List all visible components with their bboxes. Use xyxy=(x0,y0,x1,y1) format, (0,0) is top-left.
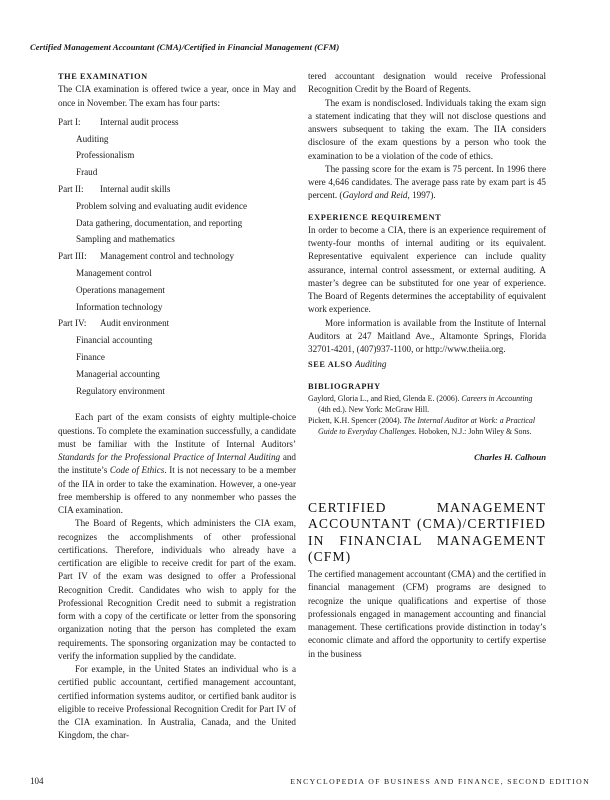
bibliography xyxy=(308,393,546,437)
exam-paragraph-multiple-choice: Each part of the exam consists of eighty multiple-choice questions. To complete the examination successfully, a candidate must be familiar with the Institute of Internal Auditors’ Standards for the Professional Practice of Internal Auditing and the institute’s Code of Ethics. It is not necessary to be a member of the IIA in order to take the examination. However, a one-year free membership is offered to any nonmember who passes the CIA examination. xyxy=(58,412,297,516)
section-heading-bibliography: BIBLIOGRAPHY xyxy=(308,381,381,391)
exam-part-item: Auditing xyxy=(76,133,109,144)
exam-part-title: Audit environment xyxy=(100,318,170,329)
exam-part-row xyxy=(58,181,296,198)
bibliography-entry: Pickett, K.H. Spencer (2004). The Internal Auditor at Work: a Practical Guide to Everyday Challenges. Hoboken, N.J.: John Wiley & Sons. xyxy=(308,415,536,436)
page-number: 104 xyxy=(30,776,44,786)
exam-part-item: Problem solving and evaluating audit evidence xyxy=(76,200,248,211)
exam-part-row xyxy=(58,248,296,265)
section-heading-experience: EXPERIENCE REQUIREMENT xyxy=(308,212,442,222)
exam-part-item: Financial accounting xyxy=(76,335,153,346)
entry-intro-paragraph: The certified management accountant (CMA) and the certified in financial management (CFM) programs are designed to recognize the unique qualifications and expertise of those professionals engaged in management accounting and financial management. These certifications provide distinction in today’s economic climate and afford the opportunity to certify expertise in the business xyxy=(308,569,546,659)
author-signature: Charles H. Calhoun xyxy=(474,451,546,462)
continued-paragraph: tered accountant designation would receive Professional Recognition Credit by the Board of Regents. xyxy=(308,71,546,95)
exam-part-item: Data gathering, documentation, and reporting xyxy=(76,217,243,228)
exam-part-label: Part III: xyxy=(58,251,87,262)
running-header: Certified Management Accountant (CMA)/Certified in Financial Management (CFM) xyxy=(30,42,340,52)
exam-part-row xyxy=(58,315,296,332)
exam-part-label: Part I: xyxy=(58,116,81,127)
nondisclosed-paragraph: The exam is nondisclosed. Individuals taking the exam sign a statement indicating that they will not disclose questions and answers subsequent to taking the exam. The IIA considers disclosure of the exam questions by a person who took the examination to be a violation of the code of ethics. xyxy=(308,97,546,161)
exam-part-item: Management control xyxy=(76,267,152,278)
entry-title: CERTIFIED MANAGEMENT ACCOUNTANT (CMA)/CERTIFIED IN FINANCIAL MANAGEMENT (CFM) xyxy=(308,500,546,564)
exam-part-title: Internal audit skills xyxy=(100,183,171,194)
exam-parts-list xyxy=(58,114,296,400)
section-heading-examination: THE EXAMINATION xyxy=(58,72,148,81)
publication-title: ENCYCLOPEDIA OF BUSINESS AND FINANCE, SECOND EDITION xyxy=(290,777,590,786)
exam-part-item: Sampling and mathematics xyxy=(76,234,175,245)
exam-part-item: Finance xyxy=(76,351,105,362)
more-information-paragraph: More information is available from the Institute of Internal Auditors at 247 Maitland Ave., Altamonte Springs, Florida 32701-4201, (407)937-1100, or http://www.theiia.org. xyxy=(308,317,546,354)
exam-part-label: Part II: xyxy=(58,183,84,194)
see-also: SEE ALSO Auditing xyxy=(308,359,387,370)
exam-part-item: Information technology xyxy=(76,301,163,312)
board-of-regents-paragraph: The Board of Regents, which administers the CIA exam, recognizes the accomplishments of other professional certifications. Therefore, individuals who already have a certification are eligible to receive credit for part of the exam. Part IV of the exam was designed to offer a Professional Recognition Credit. Candidates who wish to apply for the Professional Recognition Credit need to submit a registration form with a copy of the certificate or letter from the sponsoring organization noting that the person has completed the exam requirements. The sponsoring organization may be contacted to verify the information supplied by the candidate. xyxy=(58,518,296,661)
exam-part-item: Professionalism xyxy=(76,150,135,161)
exam-part-item: Regulatory environment xyxy=(76,385,165,396)
exam-part-item: Fraud xyxy=(76,167,98,178)
exam-part-item: Operations management xyxy=(76,284,165,295)
exam-intro-paragraph: The CIA examination is offered twice a year, once in May and once in November. The exam has four parts: xyxy=(58,84,296,108)
exam-part-label: Part IV: xyxy=(58,318,87,329)
recognition-credit-paragraph: For example, in the United States an individual who is a certified public accountant, certified management accountant, certified information systems auditor, or certified bank auditor is eligible to receive Professional Recognition Credit for Part IV of the CIA examination. In Australia, Canada, and the United Kingdom, the char- xyxy=(58,664,296,741)
right-column xyxy=(308,70,546,661)
exam-part-item: Managerial accounting xyxy=(76,368,160,379)
bibliography-entry: Gaylord, Gloria L., and Ried, Glenda E. (2006). Careers in Accounting (4th ed.). New York: McGraw Hill. xyxy=(308,393,533,414)
passing-score-paragraph: The passing score for the exam is 75 percent. In 1996 there were 4,646 candidates. The average pass rate by exam part is 45 percent. (Gaylord and Reid, 1997). xyxy=(308,163,546,201)
exam-part-title: Internal audit process xyxy=(100,116,179,127)
left-column xyxy=(58,70,296,743)
exam-part-title: Management control and technology xyxy=(100,251,235,262)
see-also-link[interactable]: Auditing xyxy=(354,359,387,370)
exam-part-row xyxy=(58,114,296,131)
experience-paragraph: In order to become a CIA, there is an experience requirement of twenty-four months of internal auditing or its equivalent. Representative equivalent experience can include quality assurance, internal control assessment, or external auditing. A master’s degree can be substituted for one year of experience. The Board of Regents determines the acceptability of equivalent work experience. xyxy=(308,224,546,315)
